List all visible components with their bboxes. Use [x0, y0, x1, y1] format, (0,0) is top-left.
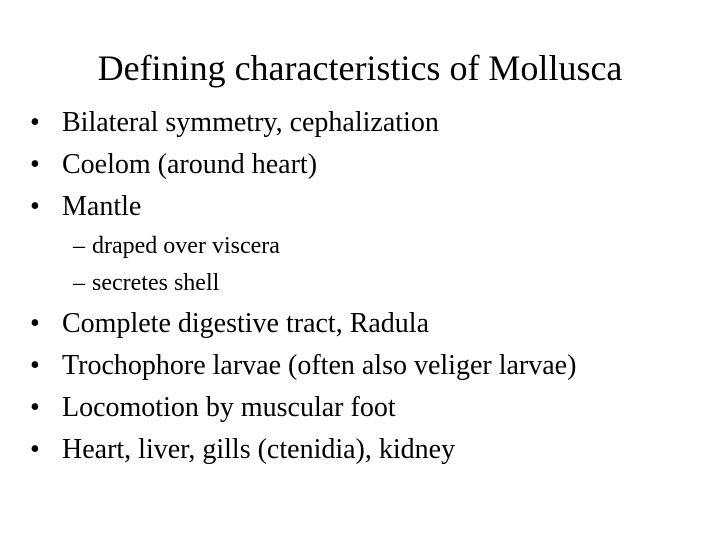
dash-marker: – — [73, 270, 85, 296]
bullet-text: Locomotion by muscular foot — [62, 392, 396, 423]
sub-bullet-text: draped over viscera — [92, 233, 280, 259]
dash-marker: – — [73, 233, 85, 259]
bullet-marker: • — [30, 392, 40, 423]
bullet-marker: • — [30, 107, 40, 138]
bullet-text: Complete digestive tract, Radula — [62, 308, 430, 339]
bullet-marker: • — [30, 308, 40, 339]
bullet-text: Trochophore larvae (often also veliger larvae) — [62, 350, 577, 381]
bullet-marker: • — [30, 350, 40, 381]
bullet-marker: • — [30, 191, 40, 222]
bullet-text: Bilateral symmetry, cephalization — [62, 107, 439, 138]
bullet-marker: • — [30, 149, 40, 180]
sub-bullet-text: secretes shell — [92, 270, 220, 296]
bullet-text: Mantle — [62, 191, 142, 222]
slide-title: Defining characteristics of Mollusca — [97, 48, 623, 88]
bullet-text: Heart, liver, gills (ctenidia), kidney — [62, 434, 456, 465]
bullet-marker: • — [30, 434, 40, 465]
bullet-text: Coelom (around heart) — [62, 149, 318, 180]
